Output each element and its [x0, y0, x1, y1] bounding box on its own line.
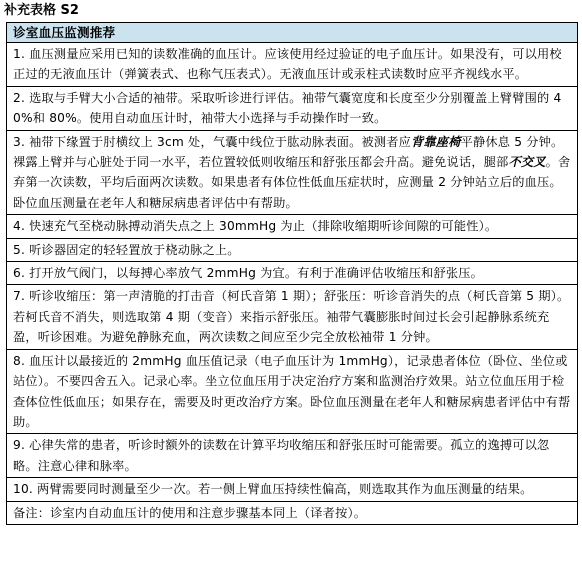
table-row	[7, 478, 578, 501]
table-row	[7, 238, 578, 261]
row-3-cell	[7, 130, 578, 215]
supplementary-table-title: 补充表格 S2	[4, 3, 79, 18]
row-4-text: 4. 快速充气至桡动脉搏动消失点之上 30mmHg 为止（排除收缩期听诊间隙的可能性）。	[7, 215, 578, 238]
table-row	[7, 86, 578, 130]
recommendation-table	[6, 22, 578, 525]
row-2-text: 2. 选取与手臂大小合适的袖带。采取听诊进行评估。袖带气囊宽度和长度至少分别覆盖上臂臂围的 40%和 80%。使用自动血压计时，袖带大小选择与手动操作时一致。	[7, 86, 578, 130]
table-row	[7, 215, 578, 238]
table-header-row	[7, 23, 578, 43]
row-10-text: 10. 两臂需要同时测量至少一次。若一侧上臂血压持续性偏高，则选取其作为血压测量的结果。	[7, 478, 578, 501]
row-8-text: 8. 血压计以最接近的 2mmHg 血压值记录（电子血压计为 1mmHg），记录患者体位（卧位、坐位或站位）。不要四舍五入。记录心率。坐立位血压用于决定治疗方案和监测治疗效果。站立位血压用于检查体位性低血压；如果存在，需要及时更改治疗方案。卧位血压测量在老年人和糖尿病患者评估中有帮助。	[7, 349, 578, 434]
row-7-text: 7. 听诊收缩压：第一声清脆的打击音（柯氏音第 1 期）；舒张压：听诊音消失的点（柯氏音第 5 期）。若柯氏音不消失，则选取第 4 期（变音）来指示舒张压。袖带气囊膨胀时间过长会引起静脉系统充盈，听诊困难。为避免静脉充血，两次读数之间应至少完全放松袖带 1 分钟。	[7, 285, 578, 349]
table-row	[7, 349, 578, 434]
table-row	[7, 43, 578, 87]
table-row	[7, 501, 578, 524]
table-row	[7, 285, 578, 349]
table-note: 备注：诊室内自动血压计的使用和注意步骤基本同上（译者按）。	[7, 501, 578, 524]
table-row	[7, 262, 578, 285]
row-3-emphasis-chair: 背靠座椅	[411, 134, 461, 149]
row-3-text-part2: 平静休息 5 分钟。裸露上臂并与心脏处于同一水平，若位置较低则收缩压和舒张压都会升高。避免说话，腿部	[13, 134, 564, 170]
row-1-text: 1. 血压测量应采用已知的读数准确的血压计。应该使用经过验证的电子血压计。如果没有，可以用校正过的无液血压计（弹簧表式、也称气压表式）。无液血压计或汞柱式读数时应平齐视线水平。	[7, 43, 578, 87]
row-6-text: 6. 打开放气阀门，以每搏心率放气 2mmHg 为宜。有利于准确评估收缩压和舒张压。	[7, 262, 578, 285]
table-row	[7, 130, 578, 215]
row-3-emphasis-legs: 不交叉	[508, 155, 546, 170]
row-9-text: 9. 心律失常的患者，听诊时额外的读数在计算平均收缩压和舒张压时可能需要。孤立的逸搏可以忽略。注意心律和脉率。	[7, 434, 578, 478]
row-3-text-part3: 。舍弃第一次读数，平均后面两次读数。如果患者有体位性低血压症状时，应测量 2 分钟站立后的血压。卧位血压测量在老年人和糖尿病患者评估中有帮助。	[13, 155, 571, 210]
row-5-text: 5. 听诊器固定的轻轻置放于桡动脉之上。	[7, 238, 578, 261]
table-row	[7, 434, 578, 478]
row-3-text-part1: 3. 袖带下缘置于肘横纹上 3cm 处，气囊中线位于肱动脉表面。被测者应	[13, 134, 412, 149]
table-header-cell: 诊室血压监测推荐	[7, 23, 578, 43]
